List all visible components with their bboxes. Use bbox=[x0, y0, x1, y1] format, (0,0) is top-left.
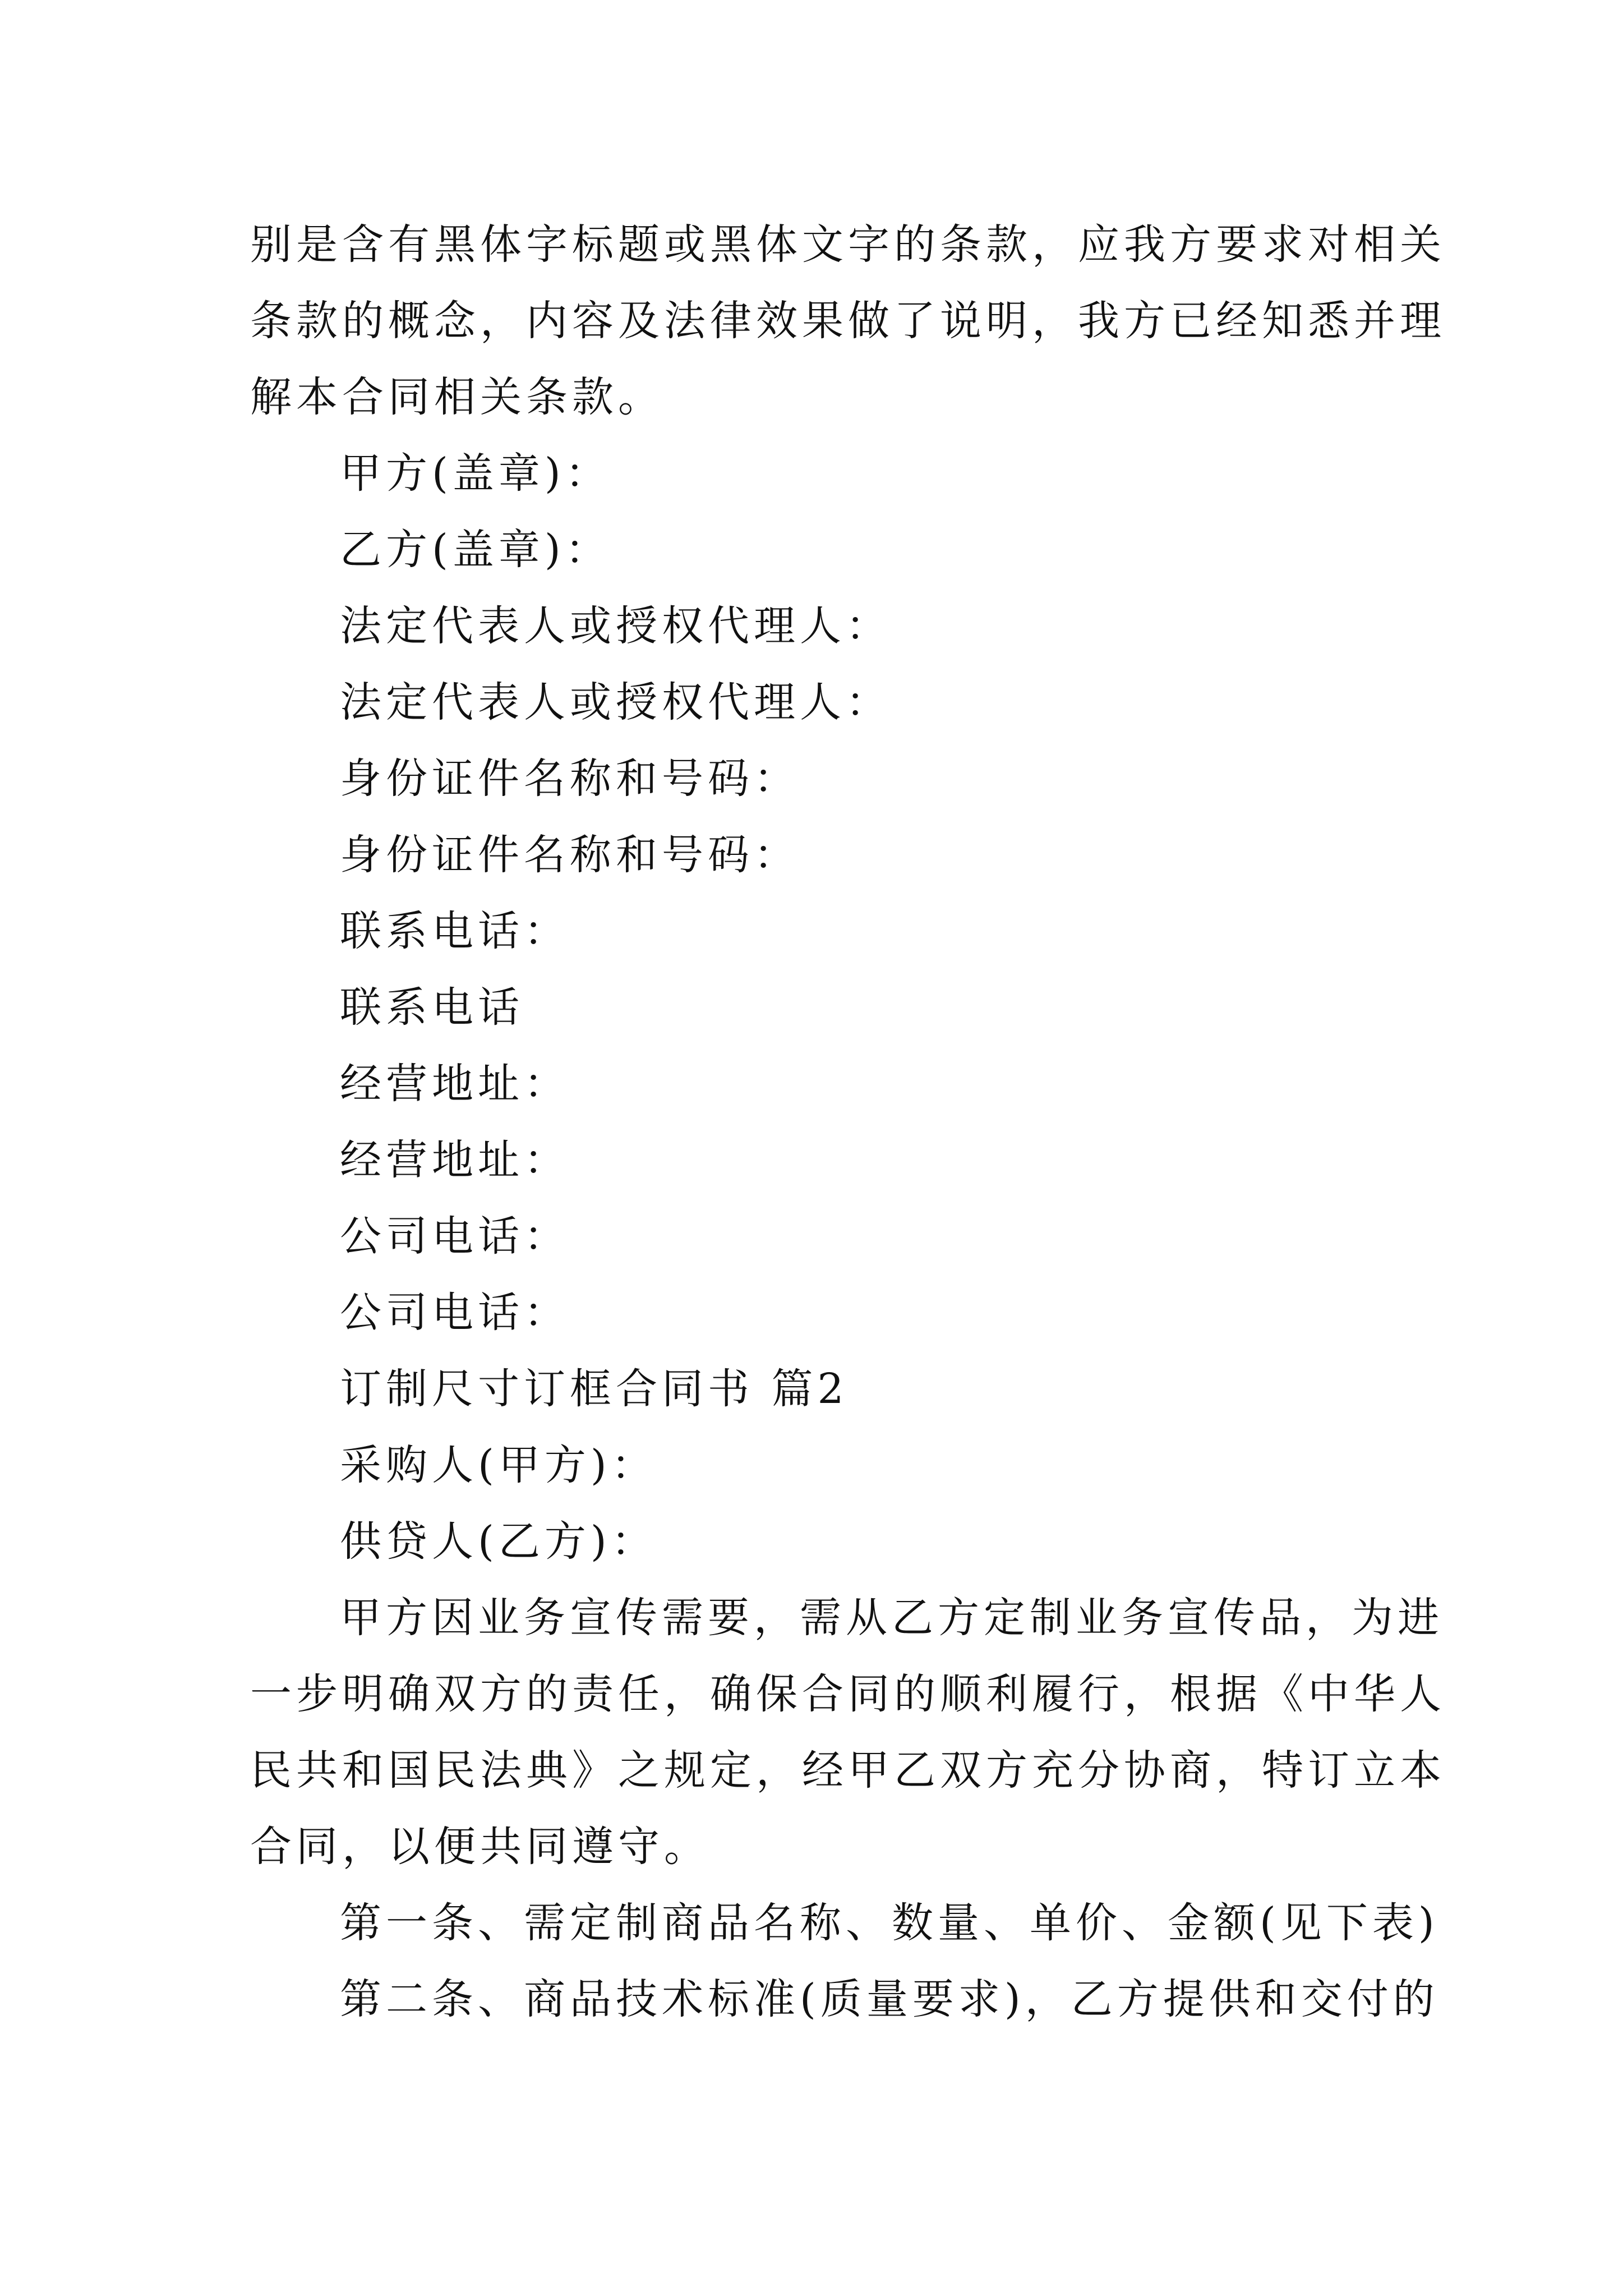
paragraph-line: 甲方因业务宣传需要，需从乙方定制业务宣传品，为进 bbox=[340, 1594, 1444, 1642]
business-address-line: 经营地址： bbox=[340, 1060, 570, 1108]
supplier-line: 供贷人(乙方)： bbox=[340, 1517, 657, 1566]
party-b-seal-line: 乙方(盖章)： bbox=[340, 526, 611, 574]
paragraph-line: 别是含有黑体字标题或黑体文字的条款，应我方要求对相关 bbox=[250, 220, 1446, 269]
paragraph-line: 民共和国民法典》之规定，经甲乙双方充分协商，特订立本 bbox=[250, 1746, 1446, 1795]
paragraph-line: 解本合同相关条款。 bbox=[250, 373, 664, 421]
paragraph-line: 一步明确双方的责任，确保合同的顺利履行，根据《中华人 bbox=[250, 1670, 1446, 1718]
purchaser-line: 采购人(甲方)： bbox=[340, 1441, 657, 1489]
legal-representative-line: 法定代表人或授权代理人： bbox=[340, 602, 892, 650]
company-phone-line: 公司电话： bbox=[340, 1212, 570, 1260]
party-a-seal-line: 甲方(盖章)： bbox=[340, 449, 611, 498]
section-heading: 订制尺寸订框合同书 篇2 bbox=[340, 1365, 849, 1413]
paragraph-line: 条款的概念，内容及法律效果做了说明，我方已经知悉并理 bbox=[250, 297, 1446, 345]
legal-representative-line: 法定代表人或授权代理人： bbox=[340, 678, 892, 726]
article-two-line: 第二条、商品技术标准(质量要求)，乙方提供和交付的 bbox=[340, 1975, 1439, 2023]
id-document-line: 身份证件名称和号码： bbox=[340, 831, 800, 879]
business-address-line: 经营地址： bbox=[340, 1136, 570, 1184]
contact-phone-line: 联系电话 bbox=[340, 983, 524, 1032]
paragraph-line: 合同，以便共同遵守。 bbox=[250, 1823, 710, 1871]
company-phone-line: 公司电话： bbox=[340, 1289, 570, 1337]
document-body bbox=[250, 206, 1446, 2037]
article-one-line: 第一条、需定制商品名称、数量、单价、金额(见下表) bbox=[340, 1899, 1439, 1947]
contact-phone-line: 联系电话： bbox=[340, 907, 570, 955]
id-document-line: 身份证件名称和号码： bbox=[340, 754, 800, 803]
